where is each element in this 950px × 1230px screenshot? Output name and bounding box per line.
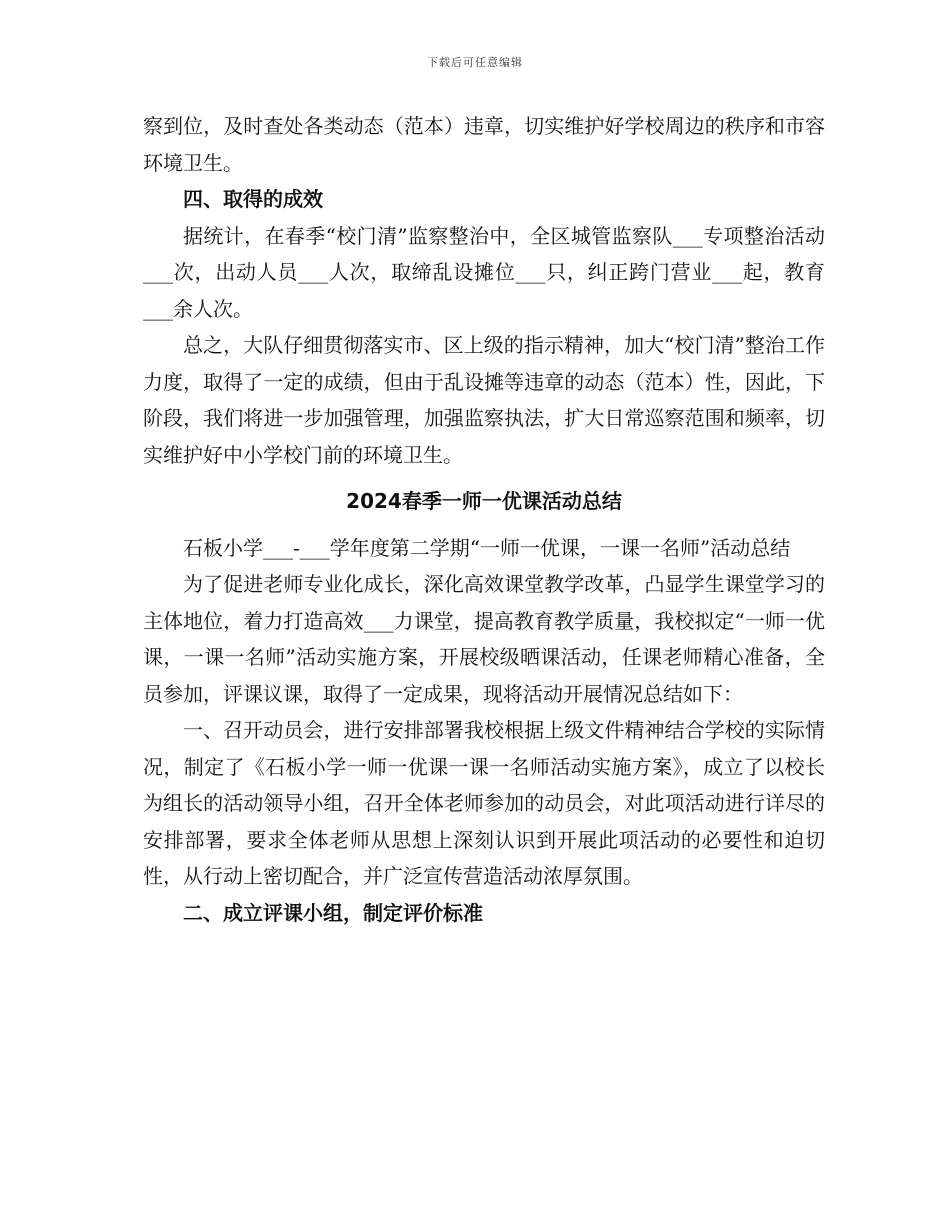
paragraph-statistics: 据统计，在春季“校门清”监察整治中，全区城管监察队___专项整治活动___次，出动人员___人次，取缔乱设摊位___只，纠正跨门营业___起，教育___余人次。 <box>143 223 825 321</box>
section-heading-results: 四、取得的成效 <box>183 187 323 211</box>
paragraph-mobilization: 一、召开动员会，进行安排部署我校根据上级文件精神结合学校的实际情况，制定了《石板小学一师一优课一课一名师活动实施方案》，成立了以校长为组长的活动领导小组，召开全体老师参加的动员会，对此项活动进行详尽的安排部署，要求全体老师从思想上深刻认识到开展此项活动的必要性和迫切性，从行动上密切配合，并广泛宣传营造活动浓厚氛围。 <box>143 718 825 888</box>
document-title: 2024春季一师一优课活动总结 <box>346 489 622 513</box>
section-heading-evaluation: 二、成立评课小组，制定评价标准 <box>183 900 483 925</box>
paragraph-school-intro: 石板小学___-___学年度第二学期“一师一优课，一课一名师”活动总结 <box>183 535 791 560</box>
page-header: 下载后可任意编辑 <box>427 56 523 69</box>
paragraph-conclusion: 总之，大队仔细贯彻落实市、区上级的指示精神，加大“校门清”整治工作力度，取得了一定的成绩，但由于乱设摊等违章的动态（范本）性，因此，下阶段，我们将进一步加强管理，加强监察执法，扩大日常巡察范围和频率，切实维护好中小学校门前的环境卫生。 <box>143 333 825 467</box>
paragraph-purpose: 为了促进老师专业化成长，深化高效课堂教学改革，凸显学生课堂学习的主体地位，着力打造高效___力课堂，提高教育教学质量，我校拟定“一师一优课，一课一名师”活动实施方案，开展校级晒课活动，任课老师精心准备，全员参加，评课议课，取得了一定成果，现将活动开展情况总结如下： <box>143 572 825 706</box>
document-body <box>143 108 825 931</box>
paragraph-continuation: 察到位，及时查处各类动态（范本）违章，切实维护好学校周边的秩序和市容环境卫生。 <box>143 114 825 175</box>
